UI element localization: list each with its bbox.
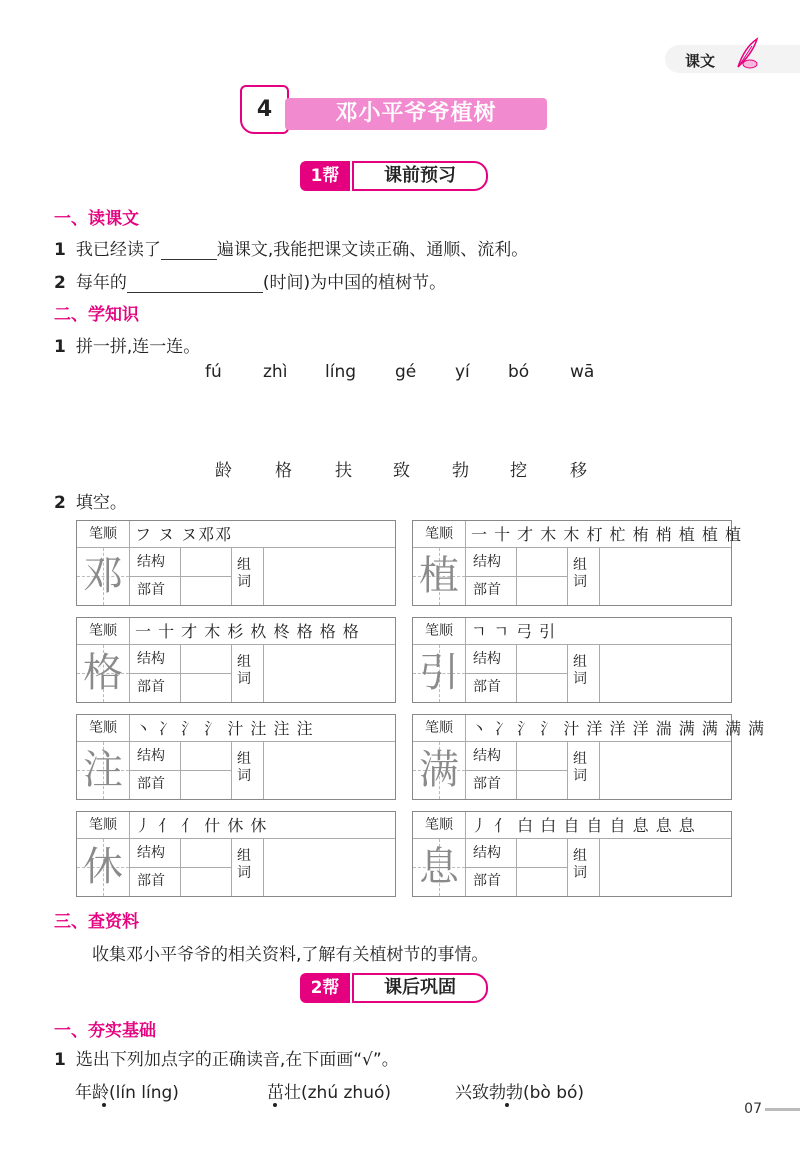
footer-rule: [765, 1108, 800, 1111]
answer-cell[interactable]: [516, 839, 568, 896]
character-row: [0, 456, 800, 480]
stroke-row: [413, 812, 731, 839]
stroke-row: [413, 715, 766, 742]
word-label: [237, 557, 257, 591]
section-badge-num: 1帮: [300, 161, 350, 191]
stroke-sequence: ㄱ ㄱ 弓 引: [471, 622, 557, 641]
radical-label: 部首: [473, 679, 501, 695]
model-character: 植: [419, 553, 459, 599]
section-badge-title: 课前预习: [352, 161, 488, 191]
stroke-order-label: 笔顺: [77, 715, 130, 741]
section-badge-1: [300, 161, 486, 191]
stroke-order-label: 笔顺: [413, 715, 466, 741]
word-label: [573, 654, 593, 688]
word-label-zu: 组: [237, 654, 251, 670]
question-text: (时间)为中国的植树节。: [262, 273, 447, 293]
radical-label: 部首: [473, 582, 501, 598]
stroke-row: [77, 521, 395, 548]
stroke-box: [76, 520, 396, 606]
stroke-order-label: 笔顺: [413, 521, 466, 547]
section-badge-num: 2帮: [300, 973, 350, 1003]
question-text: 每年的: [75, 273, 127, 293]
structure-label: 结构: [137, 651, 165, 667]
tian-grid-cell: [77, 839, 130, 896]
stroke-row: [77, 812, 395, 839]
stroke-box: [412, 617, 732, 703]
question-line: [54, 332, 200, 357]
pinyin-item[interactable]: bó: [508, 362, 530, 382]
question-number: 2: [54, 493, 66, 513]
emphasis-dot: [505, 1103, 509, 1107]
model-character: 引: [419, 650, 459, 696]
question-number: 2: [54, 273, 66, 293]
word-label: [237, 654, 257, 688]
pinyin-item[interactable]: fú: [205, 362, 222, 382]
question-line: [54, 488, 127, 513]
stroke-row: [77, 715, 395, 742]
model-character: 满: [419, 747, 459, 793]
model-character: 息: [419, 844, 459, 890]
lesson-title-bar: [285, 98, 547, 130]
heading-learn: 二、学知识: [54, 305, 139, 325]
section-tab: [665, 45, 800, 73]
question-text: 选出下列加点字的正确读音,在下面画“√”。: [75, 1050, 399, 1070]
stroke-box: [76, 714, 396, 800]
tian-grid-cell: [413, 548, 466, 605]
heading-research: 三、查资料: [54, 912, 139, 932]
character-item[interactable]: 格: [275, 461, 292, 481]
pinyin-item[interactable]: yí: [455, 362, 470, 382]
word-label: [237, 751, 257, 785]
quill-ink-icon: [730, 37, 760, 71]
pronunciation-item[interactable]: 年龄(lín líng): [75, 1083, 179, 1103]
question-number: 1: [54, 240, 66, 260]
structure-label: 结构: [473, 748, 501, 764]
radical-label: 部首: [137, 776, 165, 792]
question-text: 遍课文,我能把课文读正确、通顺、流利。: [216, 240, 529, 260]
word-label-zu: 组: [237, 751, 251, 767]
word-label-ci: 词: [237, 574, 251, 590]
character-item[interactable]: 龄: [215, 461, 232, 481]
pronunciation-item[interactable]: 兴致勃勃(bò bó): [455, 1083, 585, 1103]
question-text: 填空。: [75, 493, 127, 513]
stroke-row: [413, 618, 731, 645]
structure-label: 结构: [137, 554, 165, 570]
question-number: 1: [54, 1050, 66, 1070]
stroke-order-label: 笔顺: [413, 618, 466, 644]
model-character: 休: [83, 844, 123, 890]
word-label-ci: 词: [237, 865, 251, 881]
heading-read-text: 一、读课文: [54, 209, 139, 229]
radical-label: 部首: [473, 873, 501, 889]
character-item[interactable]: 勃: [452, 461, 469, 481]
structure-label: 结构: [473, 845, 501, 861]
answer-blank[interactable]: [161, 241, 217, 260]
heading-basics: 一、夯实基础: [54, 1021, 156, 1041]
answer-cell[interactable]: [180, 548, 232, 605]
word-label-zu: 组: [573, 848, 587, 864]
word-label-ci: 词: [237, 768, 251, 784]
question-text: 拼一拼,连一连。: [75, 337, 201, 357]
answer-cell[interactable]: [180, 742, 232, 799]
emphasis-dot: [273, 1103, 277, 1107]
model-character: 注: [83, 747, 123, 793]
word-label-ci: 词: [573, 865, 587, 881]
page-number: 07: [744, 1101, 762, 1117]
word-label-ci: 词: [573, 671, 587, 687]
stroke-order-label: 笔顺: [77, 521, 130, 547]
word-label-zu: 组: [237, 557, 251, 573]
section-badge-title: 课后巩固: [352, 973, 488, 1003]
radical-label: 部首: [137, 582, 165, 598]
character-item[interactable]: 扶: [335, 461, 352, 481]
stroke-order-label: 笔顺: [77, 812, 130, 838]
word-label-zu: 组: [237, 848, 251, 864]
pinyin-item[interactable]: líng: [325, 362, 357, 382]
tian-grid-cell: [77, 548, 130, 605]
tian-grid-cell: [77, 742, 130, 799]
stroke-sequence: 丶 冫 氵 氵 汁 汢 注 注: [135, 719, 314, 738]
word-divider: [599, 742, 600, 799]
lesson-number-box: [240, 85, 289, 134]
word-label-ci: 词: [573, 768, 587, 784]
stroke-sequence: 一 十 才 木 杉 杦 柊 格 格 格: [135, 622, 360, 641]
stroke-sequence: 丿 亻 亻 什 休 休: [135, 816, 268, 835]
lesson-number: 4: [256, 97, 273, 122]
pinyin-item[interactable]: zhì: [263, 362, 288, 382]
question-number: 1: [54, 337, 66, 357]
stroke-order-label: 笔顺: [77, 618, 130, 644]
emphasis-dot: [102, 1103, 106, 1107]
answer-cell[interactable]: [180, 839, 232, 896]
word-label-ci: 词: [237, 671, 251, 687]
word-divider: [263, 548, 264, 605]
answer-cell[interactable]: [180, 645, 232, 702]
pinyin-row: [0, 362, 800, 386]
radical-label: 部首: [473, 776, 501, 792]
character-item[interactable]: 移: [570, 461, 587, 481]
question-line: [54, 1045, 399, 1070]
stroke-sequence: 丿 亻 白 白 自 自 自 息 息 息: [471, 816, 696, 835]
stroke-box: [76, 811, 396, 897]
answer-blank[interactable]: [127, 274, 263, 293]
word-label: [573, 557, 593, 591]
answer-cell[interactable]: [516, 645, 568, 702]
radical-label: 部首: [137, 873, 165, 889]
question-line: [54, 235, 528, 260]
structure-label: 结构: [473, 554, 501, 570]
character-item[interactable]: 致: [393, 461, 410, 481]
stroke-sequence: フ ヌ ヌ邓邓: [135, 525, 233, 544]
word-divider: [263, 839, 264, 896]
pinyin-item[interactable]: gé: [395, 362, 417, 382]
word-label: [573, 848, 593, 882]
tian-grid-cell: [77, 645, 130, 702]
word-divider: [263, 742, 264, 799]
structure-label: 结构: [137, 748, 165, 764]
stroke-sequence: 一 十 才 木 木 朾 杧 栯 梢 植 植 植: [471, 525, 742, 544]
word-label-zu: 组: [573, 557, 587, 573]
word-divider: [599, 548, 600, 605]
stroke-order-label: 笔顺: [413, 812, 466, 838]
answer-cell[interactable]: [516, 742, 568, 799]
word-label-zu: 组: [573, 654, 587, 670]
stroke-row: [77, 618, 395, 645]
word-label: [573, 751, 593, 785]
question-line: [54, 268, 446, 293]
radical-label: 部首: [137, 679, 165, 695]
word-label-ci: 词: [573, 574, 587, 590]
stroke-box: [412, 811, 732, 897]
word-label: [237, 848, 257, 882]
section-tab-label: 课文: [685, 52, 716, 70]
pronunciation-item[interactable]: 茁壮(zhú zhuó): [267, 1083, 392, 1103]
pinyin-item[interactable]: wā: [570, 362, 595, 382]
word-label-zu: 组: [573, 751, 587, 767]
word-divider: [599, 839, 600, 896]
character-item[interactable]: 挖: [510, 461, 527, 481]
answer-cell[interactable]: [516, 548, 568, 605]
stroke-box: [412, 714, 766, 800]
tian-grid-cell: [413, 742, 466, 799]
stroke-box: [412, 520, 742, 606]
lesson-title: 邓小平爷爷植树: [335, 101, 497, 126]
stroke-sequence: 丶 冫 氵 氵 汁 洋 洋 洋 湍 满 满 满 满: [471, 719, 766, 738]
structure-label: 结构: [137, 845, 165, 861]
stroke-row: [413, 521, 742, 548]
section-badge-2: [300, 973, 486, 1003]
tian-grid-cell: [413, 839, 466, 896]
model-character: 邓: [83, 553, 123, 599]
structure-label: 结构: [473, 651, 501, 667]
stroke-box: [76, 617, 396, 703]
research-instruction: 收集邓小平爷爷的相关资料,了解有关植树节的事情。: [92, 945, 489, 965]
question-text: 我已经读了: [75, 240, 161, 260]
word-divider: [263, 645, 264, 702]
tian-grid-cell: [413, 645, 466, 702]
model-character: 格: [83, 650, 123, 696]
word-divider: [599, 645, 600, 702]
